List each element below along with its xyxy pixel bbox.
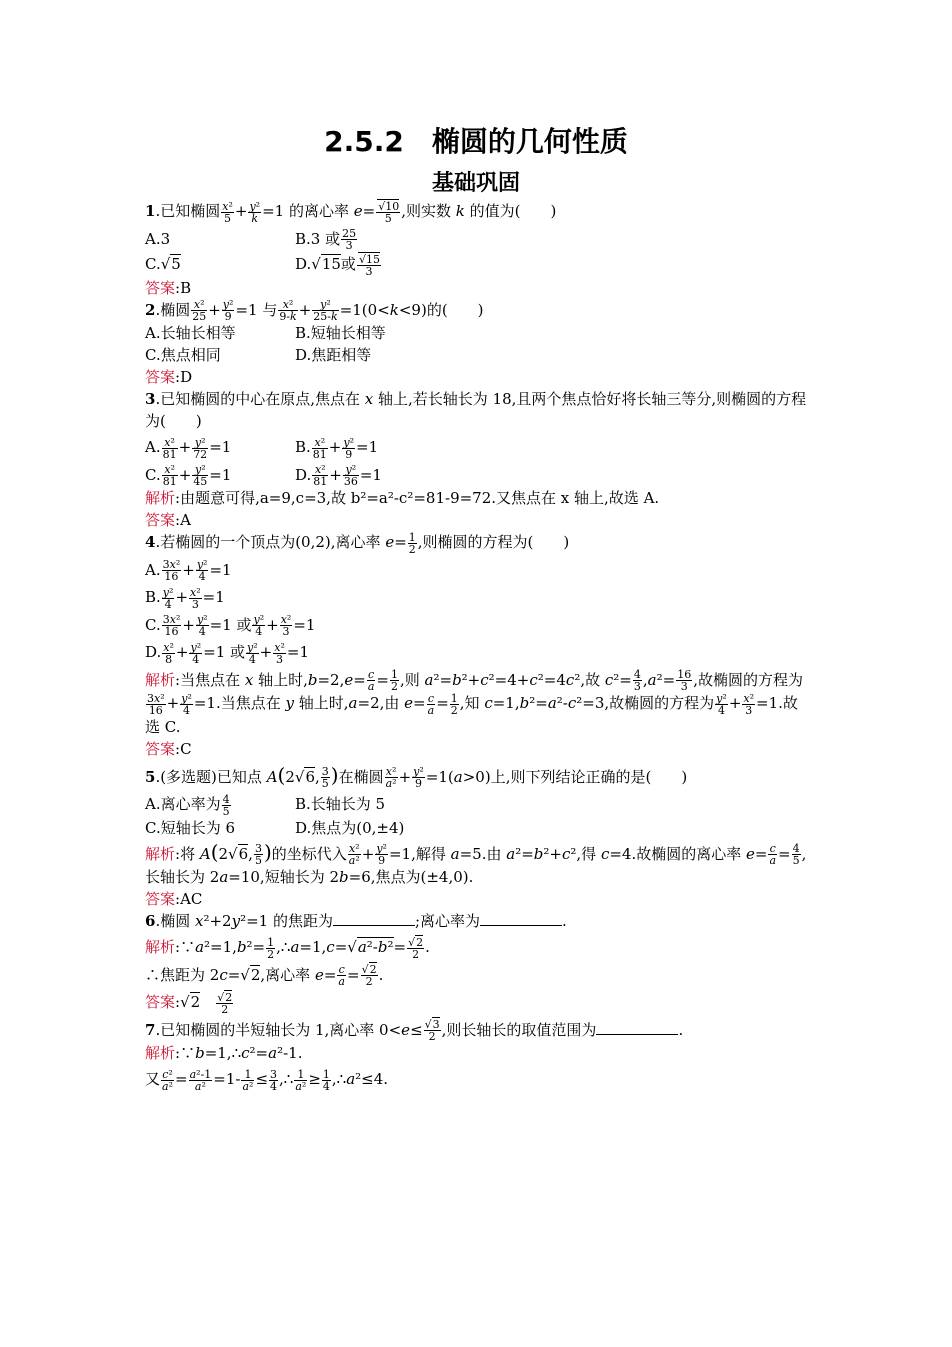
question-stem: 2.椭圆 $\frac{\text{x²}}{25}$ + $\frac{\text{y²}}{9}$ =1 与 $\frac{\text{x²}}{9-k}$ + $\frac{\text{y²}}{25-k}$ =1(0<k<9)的( ) <box>145 298 484 323</box>
options-row: A.长轴长相等 B.短轴长相等 <box>145 324 386 342</box>
options-row: A.3 B.3 或 $\frac{25}{3}$ <box>145 227 357 252</box>
question-3 <box>145 388 810 531</box>
option-b: B. $\frac{\text{y²}}{4}$ + $\frac{\text{x²}}{3}$ =1 <box>145 585 225 611</box>
answer-line: 答案:D <box>145 368 193 386</box>
section-subtitle: 基础巩固 <box>431 171 520 196</box>
question-1 <box>145 200 810 299</box>
options-row: A. $\frac{\text{x²}}{81}$ + $\frac{\text{y²}}{72}$ =1 B. $\frac{\text{x²}}{81}$ + $\frac{\text{y²}}{9}$ =1 <box>145 435 379 461</box>
option-d: D. $\frac{\text{x²}}{8}$ + $\frac{\text{y²}}{4}$ =1 或 $\frac{\text{y²}}{4}$ + $\frac{\text{x²}}{3}$ =1 <box>145 640 309 666</box>
option-c: C. $\frac{\text{3x²}}{16}$ + $\frac{\text{y²}}{4}$ =1 或 $\frac{\text{y²}}{4}$ + $\frac{\text{x²}}{3}$ =1 <box>145 613 316 638</box>
options-row: C. $\frac{\text{x²}}{81}$ + $\frac{\text{y²}}{45}$ =1 D. $\frac{\text{x²}}{81}$ + $\frac{\text{y²}}{36}$ =1 <box>145 463 382 488</box>
answer-line: 答案:√2 $\frac{√2}{2}$ <box>145 990 233 1016</box>
answer-line: 答案:AC <box>145 890 203 908</box>
question-4 <box>145 531 810 760</box>
blank-2 <box>480 911 562 926</box>
question-stem: 6.椭圆 x²+2y²=1 的焦距为 ;离心率为 . <box>145 912 567 930</box>
question-7 <box>145 1019 810 1092</box>
question-stem: 4.若椭圆的一个顶点为(0,2),离心率 e= $\frac{1}{2}$ ,则椭圆的方程为( ) <box>145 530 570 556</box>
analysis-line-2: 又 $\frac{\text{c²}}{\text{a²}}$ = $\frac{\text{a²-1}}{\text{a²}}$ =1- $\frac{1}{\text{a²}}$ ≤ $\frac{3}{4}$ ,∴ $\frac{1}{\text{a²}}$ ≥ $\frac{1}{4}$ ,∴a²≤4. <box>145 1067 389 1093</box>
options-row: C.短轴长为 6 D.焦点为(0,±4) <box>145 818 405 837</box>
question-2 <box>145 299 810 389</box>
options-row: C.√5 D.√15或 $\frac{√15}{3}$ <box>145 252 380 278</box>
analysis-line: 解析:∵b=1,∴c²=a²-1. <box>145 1044 303 1062</box>
question-5 <box>145 764 810 911</box>
analysis-line-2: ∴焦距为 2c=√2,离心率 e= $\frac{c}{a}$ = $\frac{√2}{2}$ . <box>145 963 384 988</box>
answer-line: 答案:B <box>145 278 192 297</box>
analysis-line: 解析:由题意可得,a=9,c=3,故 b²=a²-c²=81-9=72.又焦点在 x 轴上,故选 A. <box>145 489 660 507</box>
blank-3 <box>596 1020 678 1035</box>
question-list <box>145 200 810 1092</box>
analysis-line: 解析:当焦点在 x 轴上时,b=2,e= $\frac{c}{a}$ = $\frac{1}{2}$ ,则 a²=b²+c²=4+c²=4c²,故 c²= $\frac{4}{3}$ ,a²= $\frac{16}{3}$ ,故椭圆的方程为 $\frac{\text{3x²}}{16}$ + $\frac{\text{y²}}{4}$ =1.当焦点在 y 轴上时,a=2,由 e= $\frac{c}{a}$ = $\frac{1}{2}$ ,知 c=1,b²=a²-c²=3,故椭圆的方程为 $\frac{\text{y²}}{4}$ + $\frac{\text{x²}}{3}$ =1.故选 C. <box>145 668 803 736</box>
question-stem: 5.(多选题)已知点 A(2√6, $\frac{3}{5}$ )在椭圆 $\frac{\text{x²}}{\text{a²}}$ + $\frac{\text{y²}}{9}$ =1(a>0)上,则下列结论正确的是( ) <box>145 762 688 790</box>
question-stem: 3.已知椭圆的中心在原点,焦点在 x 轴上,若长轴长为 18,且两个焦点恰好将长轴三等分,则椭圆的方程为( ) <box>145 390 807 430</box>
question-stem: 7.已知椭圆的半短轴长为 1,离心率 0<e≤ $\frac{√3}{2}$ ,则长轴长的取值范围为 . <box>145 1018 684 1043</box>
answer-line: 答案:A <box>145 511 191 529</box>
analysis-line: 解析:将 A(2√6, $\frac{3}{5}$ )的坐标代入 $\frac{\text{x²}}{\text{a²}}$ + $\frac{\text{y²}}{9}$ =1,解得 a=5.由 a²=b²+c²,得 c=4.故椭圆的离心率 e= $\frac{c}{a}$ = $\frac{4}{5}$ ,长轴长为 2a=10,短轴长为 2b=6,焦点为(±4,0). <box>145 839 807 886</box>
answer-line: 答案:C <box>145 739 192 758</box>
options-row: C.焦点相同 D.焦距相等 <box>145 346 372 364</box>
option-a: A. $\frac{\text{3x²}}{16}$ + $\frac{\text{y²}}{4}$ =1 <box>145 558 232 583</box>
page-title: 2.5.2 椭圆的几何性质 <box>324 125 628 158</box>
question-stem: 1.已知椭圆 $\frac{\text{x²}}{5}$ + $\frac{\text{y²}}{k}$ =1 的离心率 e= $\frac{√10}{5}$ ,则实数 k 的值为( ) <box>145 199 557 225</box>
analysis-line: 解析:∵a²=1,b²= $\frac{1}{2}$ ,∴a=1,c=√a²-b²= $\frac{√2}{2}$ . <box>145 935 430 961</box>
options-row: A.离心率为 $\frac{4}{5}$ B.长轴长为 5 <box>145 792 386 818</box>
blank-1 <box>333 911 415 926</box>
question-6 <box>145 910 810 1015</box>
